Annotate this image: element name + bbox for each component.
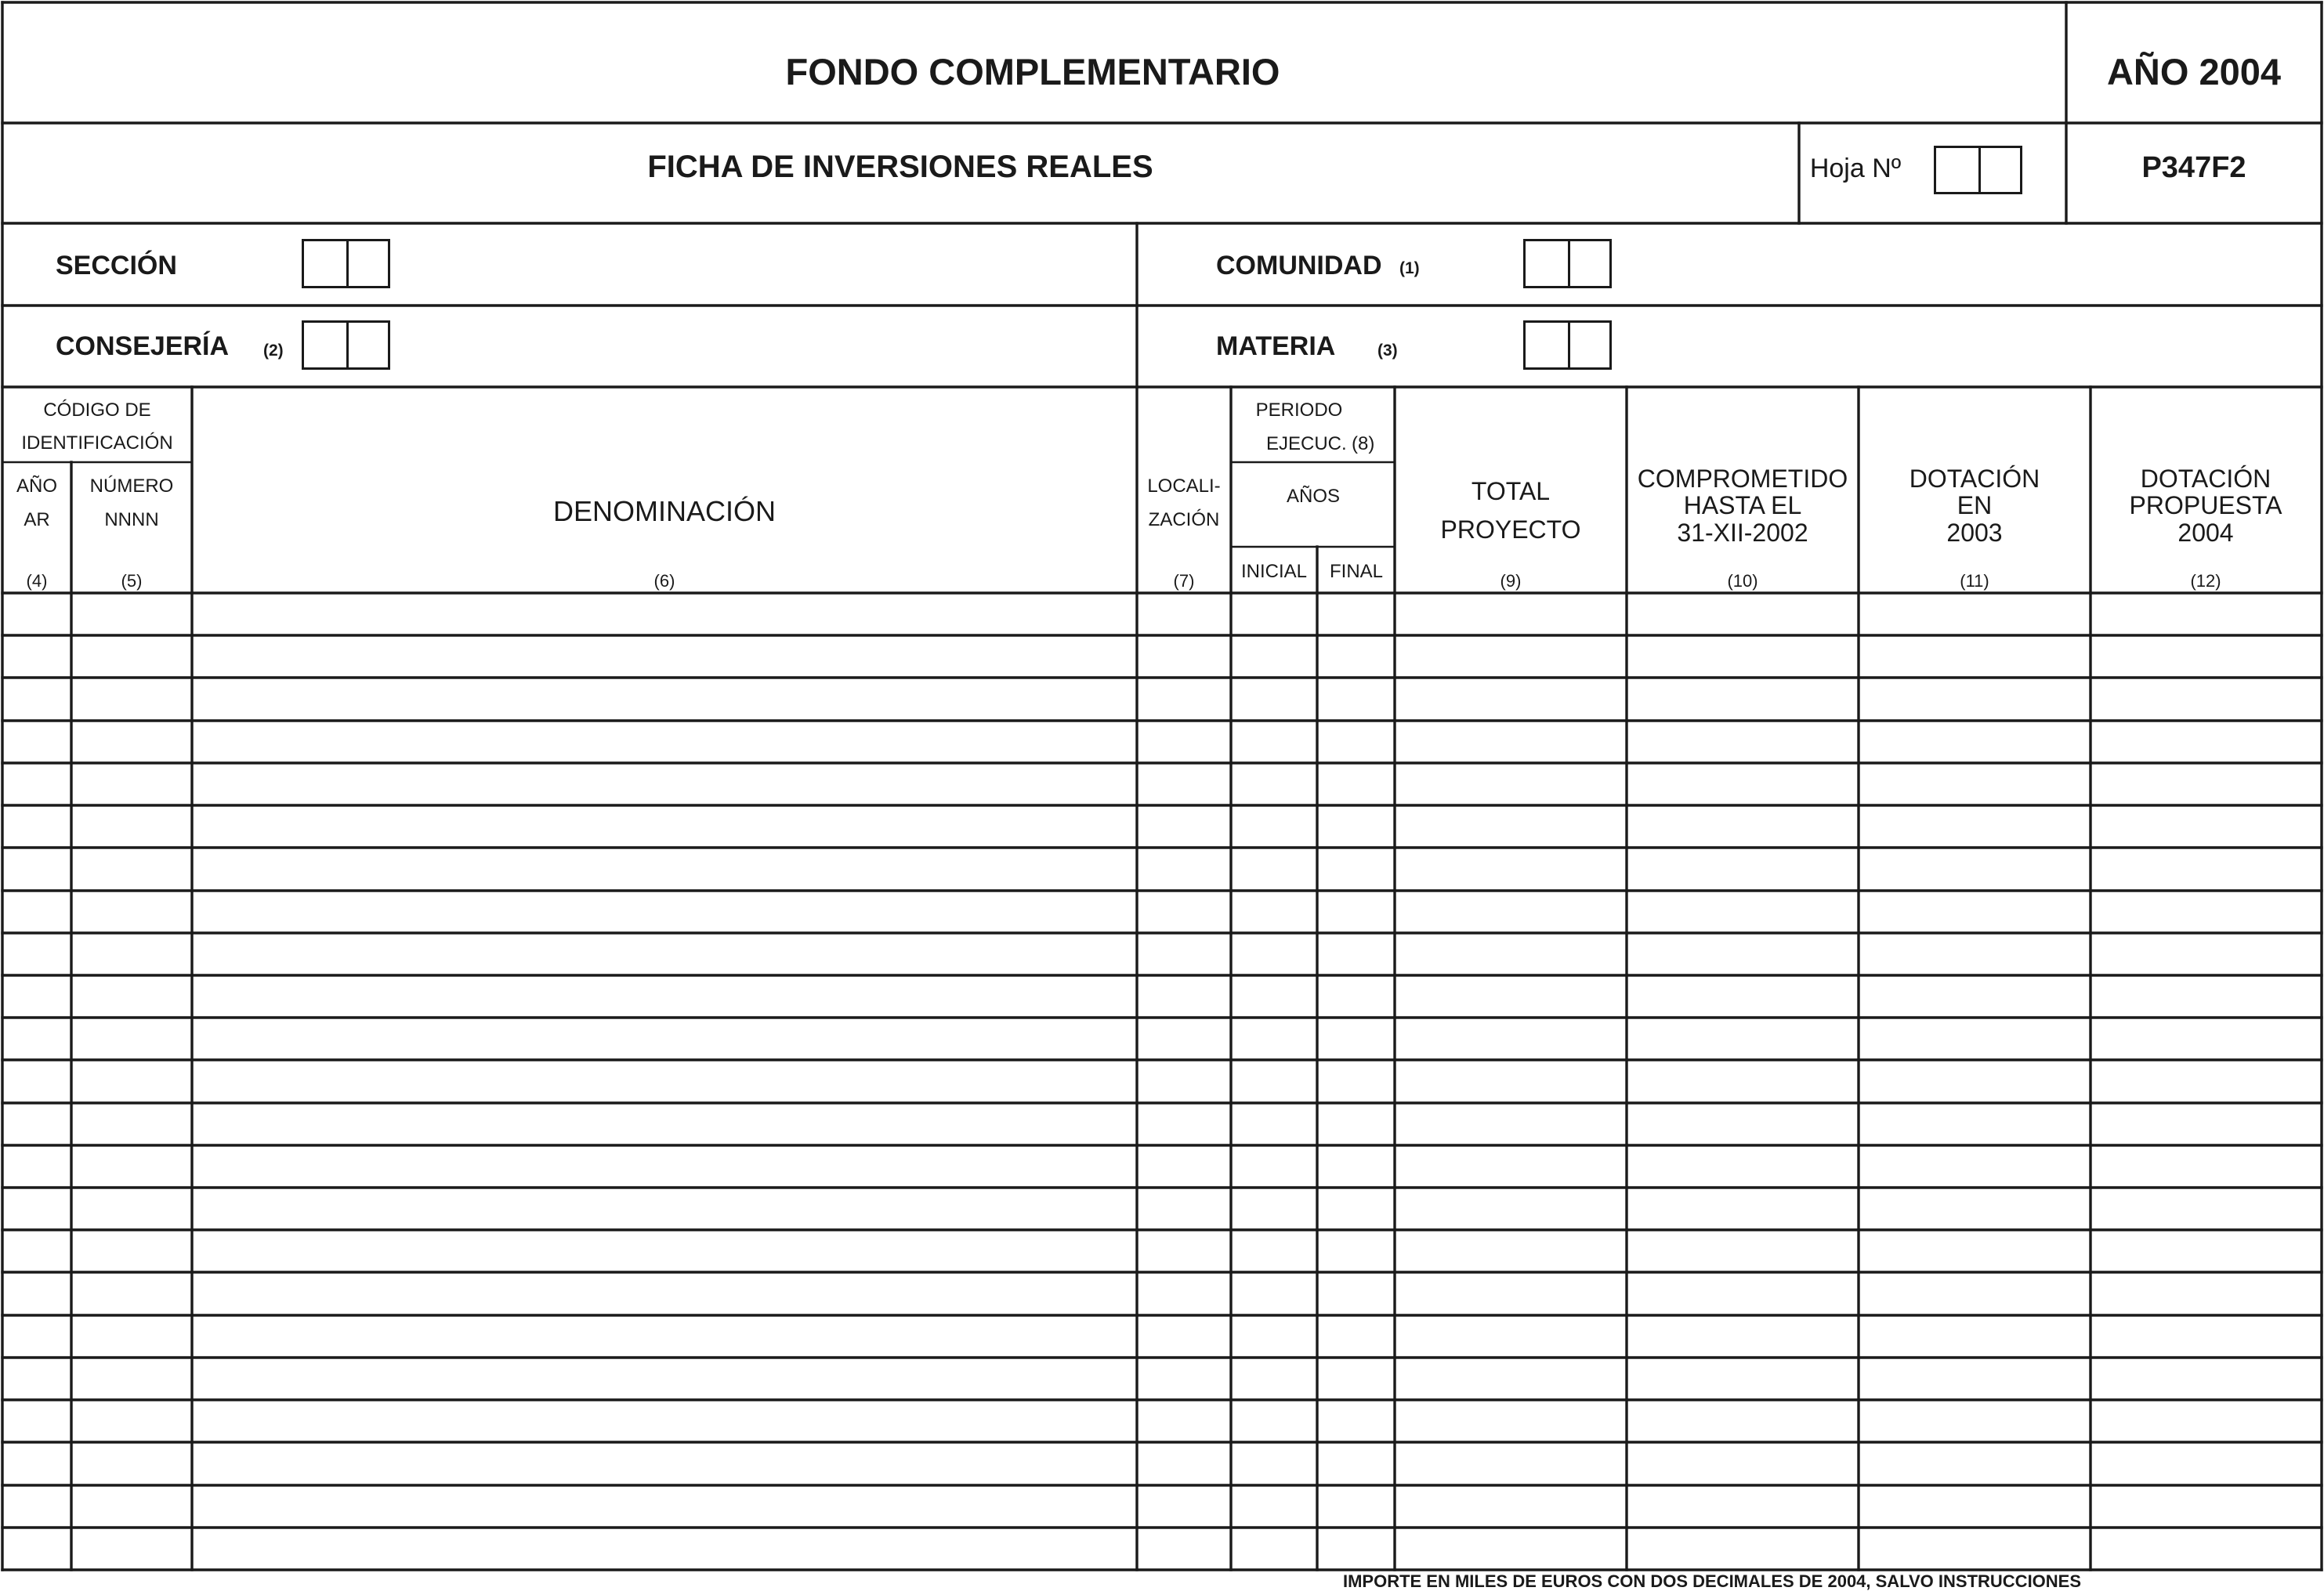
- periodo-header-line2: EJECUC.: [1266, 433, 1347, 454]
- localizacion-header-line2: ZACIÓN: [1148, 509, 1220, 530]
- dotacion-2004-header-line1: DOTACIÓN: [2140, 465, 2272, 493]
- consejeria-note: (2): [263, 342, 284, 360]
- year-label: AÑO 2004: [2106, 51, 2282, 92]
- total-col-number: (9): [1500, 571, 1522, 591]
- comprometido-col-number: (10): [1727, 571, 1758, 591]
- form-code: P347F2: [2141, 151, 2246, 184]
- sheet-number-label: Hoja Nº: [1809, 154, 1902, 183]
- anos-subheader: AÑOS: [1286, 486, 1341, 507]
- consejeria-code-input[interactable]: [302, 320, 390, 370]
- ano-header-line1: AÑO: [16, 475, 58, 497]
- consejeria-label: CONSEJERÍA: [56, 331, 230, 361]
- inicial-subheader: INICIAL: [1240, 561, 1308, 582]
- periodo-header-line1: PERIODO: [1255, 400, 1343, 421]
- total-header-line2: PROYECTO: [1440, 515, 1581, 544]
- dotacion-2003-header-line2: EN: [1957, 491, 1993, 519]
- form-subtitle: FICHA DE INVERSIONES REALES: [647, 150, 1153, 184]
- footer-note: IMPORTE EN MILES DE EUROS CON DOS DECIMALES DE 2004, SALVO INSTRUCCIONES: [1342, 1571, 2082, 1591]
- sheet-number-input[interactable]: [1934, 146, 2022, 194]
- codigo-header-line1: CÓDIGO DE: [43, 400, 151, 421]
- localizacion-col-number: (7): [1173, 571, 1195, 591]
- denominacion-col-number: (6): [653, 571, 675, 591]
- comunidad-label: COMUNIDAD: [1216, 251, 1382, 280]
- numero-header-line2: NNNN: [104, 509, 159, 530]
- dotacion-2003-header-line3: 2003: [1946, 519, 2003, 547]
- codigo-header-line2: IDENTIFICACIÓN: [21, 432, 173, 454]
- materia-label: MATERIA: [1216, 331, 1336, 361]
- ano-header-line2: AR: [24, 509, 50, 530]
- total-header-line1: TOTAL: [1471, 477, 1551, 505]
- ano-col-number: (4): [26, 571, 48, 591]
- materia-note: (3): [1377, 342, 1398, 360]
- dotacion-2003-header-line1: DOTACIÓN: [1909, 465, 2040, 493]
- dotacion-2003-col-number: (11): [1960, 571, 1989, 591]
- dotacion-2004-col-number: (12): [2190, 571, 2221, 591]
- seccion-label: SECCIÓN: [56, 251, 177, 280]
- comprometido-header-line3: 31-XII-2002: [1677, 519, 1808, 547]
- materia-code-input[interactable]: [1523, 320, 1612, 370]
- numero-header-line1: NÚMERO: [89, 475, 174, 497]
- seccion-code-input[interactable]: [302, 239, 390, 288]
- periodo-col-number: (8): [1352, 433, 1375, 454]
- dotacion-2004-header-line2: PROPUESTA: [2129, 491, 2282, 519]
- comunidad-code-input[interactable]: [1523, 239, 1612, 288]
- form-title: FONDO COMPLEMENTARIO: [785, 51, 1280, 92]
- localizacion-header-line1: LOCALI-: [1147, 475, 1221, 497]
- dotacion-2004-header-line3: 2004: [2177, 519, 2234, 547]
- denominacion-header: DENOMINACIÓN: [552, 495, 776, 527]
- comprometido-header-line1: COMPROMETIDO: [1637, 465, 1848, 493]
- comunidad-note: (1): [1399, 259, 1420, 277]
- final-subheader: FINAL: [1329, 561, 1384, 582]
- numero-col-number: (5): [121, 571, 143, 591]
- comprometido-header-line2: HASTA EL: [1683, 491, 1802, 519]
